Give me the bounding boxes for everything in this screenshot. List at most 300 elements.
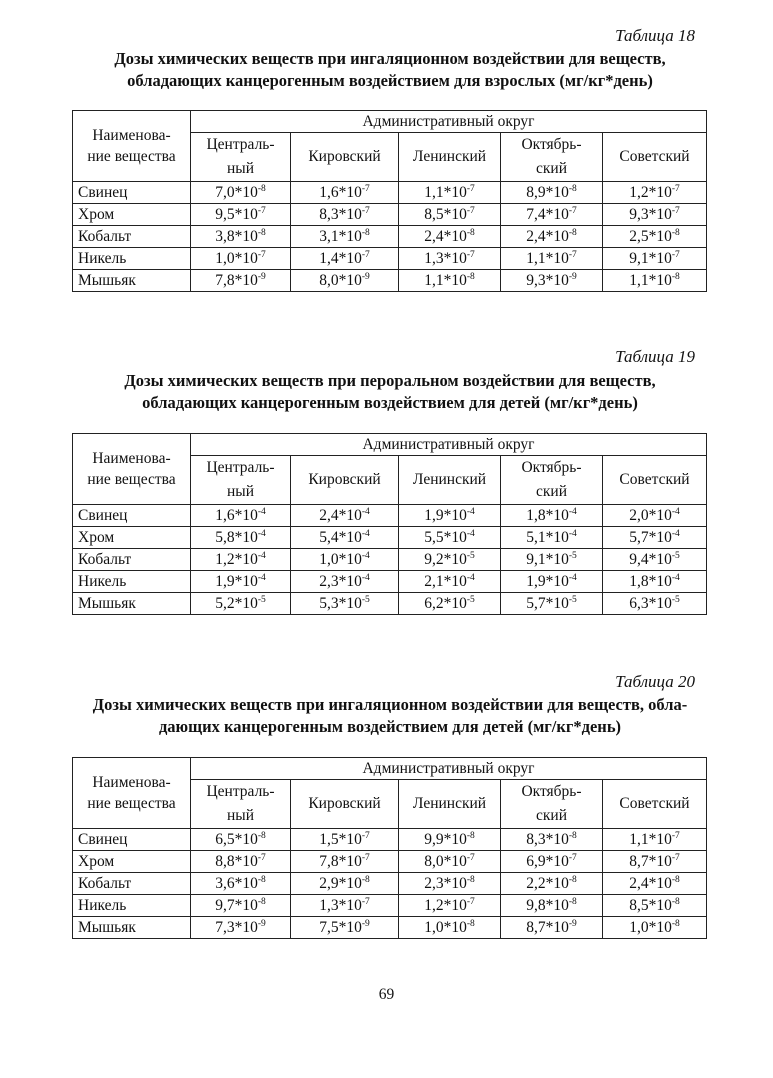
header-line: ский (536, 807, 567, 824)
dose-value (501, 895, 603, 917)
dose-mantissa: 9,2*10 (424, 551, 467, 568)
header-line: Ленинский (412, 795, 487, 812)
dose-value (501, 248, 603, 270)
dose-mantissa: 1,0*10 (629, 919, 672, 936)
district-header (291, 780, 399, 829)
dose-mantissa: 9,1*10 (526, 551, 569, 568)
dose-mantissa: 7,3*10 (215, 919, 258, 936)
dose-value (291, 829, 399, 851)
dose-mantissa: 1,3*10 (319, 897, 362, 914)
district-group-header: Административный округ (191, 758, 707, 780)
dose-exponent: -7 (466, 897, 475, 907)
dose-mantissa: 1,1*10 (526, 250, 569, 267)
dose-mantissa: 8,9*10 (526, 184, 569, 201)
substance-name: Хром (73, 527, 191, 549)
dose-value (603, 829, 707, 851)
dose-exponent: -7 (671, 831, 680, 841)
dose-value (603, 593, 707, 615)
dose-value (191, 270, 291, 292)
dose-value (399, 248, 501, 270)
dose-value (501, 917, 603, 939)
dose-exponent: -7 (466, 206, 475, 216)
table-row (73, 182, 707, 204)
dose-exponent: -7 (466, 184, 475, 194)
dose-exponent: -4 (466, 573, 475, 583)
dose-value (603, 226, 707, 248)
header-line: Ленинский (412, 471, 487, 488)
substance-name: Свинец (73, 505, 191, 527)
dose-exponent: -5 (466, 551, 475, 561)
dose-value (399, 182, 501, 204)
dose-exponent: -7 (257, 250, 266, 260)
dose-value (603, 851, 707, 873)
dose-value (191, 917, 291, 939)
dose-exponent: -8 (671, 897, 680, 907)
dose-exponent: -8 (466, 831, 475, 841)
dose-exponent: -8 (257, 875, 266, 885)
dose-mantissa: 1,4*10 (319, 250, 362, 267)
substance-name: Кобальт (73, 226, 191, 248)
dose-exponent: -7 (257, 853, 266, 863)
header-line: Советский (619, 795, 690, 812)
dose-mantissa: 1,0*10 (215, 250, 258, 267)
header-line: Наименова- (92, 774, 171, 791)
dose-value (291, 270, 399, 292)
header-line: ный (226, 807, 254, 824)
substance-name: Хром (73, 204, 191, 226)
dose-mantissa: 5,2*10 (215, 595, 258, 612)
dose-value (291, 549, 399, 571)
dose-exponent: -4 (671, 529, 680, 539)
district-header (603, 133, 707, 182)
dose-value (291, 895, 399, 917)
substance-name-header (73, 758, 191, 829)
dose-value (603, 182, 707, 204)
dose-exponent: -7 (671, 206, 680, 216)
dose-exponent: -8 (568, 897, 577, 907)
dose-exponent: -8 (568, 184, 577, 194)
dose-value (291, 873, 399, 895)
header-line: ский (536, 483, 567, 500)
dose-exponent: -4 (257, 573, 266, 583)
dose-value (501, 829, 603, 851)
dose-mantissa: 6,5*10 (215, 831, 258, 848)
dose-mantissa: 3,8*10 (215, 228, 258, 245)
dose-exponent: -8 (257, 228, 266, 238)
dose-mantissa: 5,7*10 (526, 595, 569, 612)
dose-exponent: -4 (568, 573, 577, 583)
dose-value (603, 571, 707, 593)
dose-value (291, 248, 399, 270)
dose-mantissa: 1,2*10 (215, 551, 258, 568)
dose-mantissa: 8,0*10 (319, 272, 362, 289)
dose-value (399, 829, 501, 851)
dose-mantissa: 5,3*10 (319, 595, 362, 612)
dose-value (399, 571, 501, 593)
dose-value (291, 182, 399, 204)
dose-exponent: -4 (361, 529, 370, 539)
district-header (291, 133, 399, 182)
dose-value (399, 917, 501, 939)
dose-value (291, 851, 399, 873)
dose-mantissa: 1,0*10 (424, 919, 467, 936)
dose-value (501, 226, 603, 248)
dose-exponent: -5 (361, 595, 370, 605)
dose-exponent: -7 (466, 250, 475, 260)
dose-mantissa: 1,3*10 (424, 250, 467, 267)
district-header (603, 456, 707, 505)
dose-mantissa: 8,7*10 (526, 919, 569, 936)
dose-exponent: -7 (568, 206, 577, 216)
dose-mantissa: 5,1*10 (526, 529, 569, 546)
dose-value (399, 549, 501, 571)
table-row (73, 829, 707, 851)
dose-exponent: -9 (568, 919, 577, 929)
district-group-header: Административный округ (191, 434, 707, 456)
table-row (73, 226, 707, 248)
dose-exponent: -7 (568, 250, 577, 260)
table-caption (60, 694, 720, 738)
dose-mantissa: 9,1*10 (629, 250, 672, 267)
dose-mantissa: 1,1*10 (629, 831, 672, 848)
table-number: Таблица 18 (615, 26, 695, 45)
dose-value (603, 873, 707, 895)
dose-exponent: -5 (568, 595, 577, 605)
dose-mantissa: 1,2*10 (629, 184, 672, 201)
dose-value (291, 226, 399, 248)
dose-exponent: -5 (568, 551, 577, 561)
dose-exponent: -7 (361, 897, 370, 907)
header-line: Кировский (308, 471, 381, 488)
substance-name: Хром (73, 851, 191, 873)
dose-exponent: -8 (466, 272, 475, 282)
dose-value (399, 873, 501, 895)
caption-line: Дозы химических веществ при ингаляционном воздействии для веществ, обла- (92, 695, 688, 714)
dose-mantissa: 5,5*10 (424, 529, 467, 546)
dose-exponent: -9 (361, 272, 370, 282)
dose-value (501, 593, 603, 615)
table-row (73, 270, 707, 292)
header-row (73, 758, 707, 780)
dose-mantissa: 9,3*10 (526, 272, 569, 289)
dose-value (191, 829, 291, 851)
dose-value (399, 527, 501, 549)
substance-name: Свинец (73, 182, 191, 204)
dose-value (191, 505, 291, 527)
dose-value (399, 270, 501, 292)
substance-name: Никель (73, 571, 191, 593)
dose-value (191, 593, 291, 615)
dose-value (291, 917, 399, 939)
dose-table (72, 110, 707, 292)
dose-value (501, 204, 603, 226)
header-line: Наименова- (92, 127, 171, 144)
dose-exponent: -7 (361, 206, 370, 216)
caption-line: дающих канцерогенным воздействием для детей (мг/кг*день) (158, 717, 622, 736)
dose-exponent: -8 (466, 919, 475, 929)
dose-mantissa: 1,1*10 (424, 272, 467, 289)
dose-exponent: -5 (257, 595, 266, 605)
district-header (291, 456, 399, 505)
header-line: ние вещества (87, 148, 176, 165)
dose-mantissa: 9,9*10 (424, 831, 467, 848)
dose-mantissa: 3,6*10 (215, 875, 258, 892)
caption-line: Дозы химических веществ при ингаляционном воздействии для веществ, (114, 49, 666, 68)
dose-mantissa: 7,5*10 (319, 919, 362, 936)
dose-value (191, 873, 291, 895)
dose-exponent: -5 (671, 595, 680, 605)
dose-mantissa: 8,8*10 (215, 853, 258, 870)
district-header (399, 780, 501, 829)
district-header (191, 780, 291, 829)
header-line: Советский (619, 471, 690, 488)
dose-exponent: -7 (361, 184, 370, 194)
dose-mantissa: 2,4*10 (319, 507, 362, 524)
dose-value (603, 505, 707, 527)
dose-mantissa: 1,9*10 (424, 507, 467, 524)
substance-name-header (73, 111, 191, 182)
header-line: Ленинский (412, 148, 487, 165)
dose-value (191, 895, 291, 917)
table-caption (60, 48, 720, 92)
table-row (73, 204, 707, 226)
dose-exponent: -8 (568, 875, 577, 885)
dose-value (399, 895, 501, 917)
dose-mantissa: 1,0*10 (319, 551, 362, 568)
header-line: Наименова- (92, 450, 171, 467)
dose-mantissa: 8,5*10 (424, 206, 467, 223)
dose-value (399, 226, 501, 248)
dose-value (399, 204, 501, 226)
dose-exponent: -4 (466, 507, 475, 517)
dose-exponent: -8 (257, 897, 266, 907)
district-group-header: Административный округ (191, 111, 707, 133)
dose-table (72, 433, 707, 615)
dose-exponent: -8 (671, 919, 680, 929)
dose-exponent: -8 (361, 875, 370, 885)
table-row (73, 248, 707, 270)
dose-exponent: -4 (568, 529, 577, 539)
dose-exponent: -7 (361, 250, 370, 260)
dose-value (191, 527, 291, 549)
dose-mantissa: 1,1*10 (629, 272, 672, 289)
substance-name: Мышьяк (73, 270, 191, 292)
substance-name: Никель (73, 248, 191, 270)
dose-exponent: -7 (671, 184, 680, 194)
substance-name: Мышьяк (73, 593, 191, 615)
table-caption (60, 370, 720, 414)
substance-name: Кобальт (73, 549, 191, 571)
dose-mantissa: 1,6*10 (319, 184, 362, 201)
header-line: Октябрь- (521, 459, 582, 476)
dose-mantissa: 2,4*10 (629, 875, 672, 892)
dose-mantissa: 8,0*10 (424, 853, 467, 870)
dose-table (72, 757, 707, 939)
header-line: ный (226, 483, 254, 500)
dose-value (501, 270, 603, 292)
district-header (399, 456, 501, 505)
dose-value (191, 571, 291, 593)
substance-name: Никель (73, 895, 191, 917)
dose-exponent: -9 (257, 919, 266, 929)
header-line: Советский (619, 148, 690, 165)
header-line: Централь- (206, 459, 275, 476)
dose-mantissa: 1,1*10 (424, 184, 467, 201)
table-row (73, 917, 707, 939)
dose-exponent: -8 (671, 228, 680, 238)
dose-value (603, 248, 707, 270)
table-row (73, 851, 707, 873)
dose-mantissa: 5,7*10 (629, 529, 672, 546)
dose-value (191, 182, 291, 204)
dose-exponent: -7 (361, 831, 370, 841)
header-row (73, 434, 707, 456)
dose-mantissa: 9,3*10 (629, 206, 672, 223)
dose-exponent: -8 (466, 875, 475, 885)
dose-value (191, 248, 291, 270)
dose-value (399, 851, 501, 873)
dose-value (399, 505, 501, 527)
dose-mantissa: 2,9*10 (319, 875, 362, 892)
dose-exponent: -7 (257, 206, 266, 216)
dose-mantissa: 2,2*10 (526, 875, 569, 892)
dose-exponent: -5 (671, 551, 680, 561)
table-row (73, 549, 707, 571)
district-header (603, 780, 707, 829)
dose-mantissa: 2,3*10 (424, 875, 467, 892)
dose-value (501, 571, 603, 593)
dose-exponent: -8 (257, 184, 266, 194)
substance-name: Кобальт (73, 873, 191, 895)
header-line: ние вещества (87, 795, 176, 812)
district-header (191, 133, 291, 182)
table-row (73, 873, 707, 895)
dose-exponent: -8 (361, 228, 370, 238)
dose-exponent: -7 (671, 250, 680, 260)
dose-exponent: -8 (671, 272, 680, 282)
dose-exponent: -7 (671, 853, 680, 863)
dose-mantissa: 9,5*10 (215, 206, 258, 223)
table-row (73, 505, 707, 527)
dose-mantissa: 6,3*10 (629, 595, 672, 612)
substance-name: Мышьяк (73, 917, 191, 939)
district-header (501, 780, 603, 829)
dose-mantissa: 1,5*10 (319, 831, 362, 848)
header-line: ный (226, 160, 254, 177)
dose-mantissa: 7,0*10 (215, 184, 258, 201)
dose-value (501, 505, 603, 527)
header-line: ский (536, 160, 567, 177)
dose-exponent: -9 (568, 272, 577, 282)
dose-exponent: -4 (568, 507, 577, 517)
substance-name-header (73, 434, 191, 505)
dose-mantissa: 6,9*10 (526, 853, 569, 870)
dose-mantissa: 8,3*10 (526, 831, 569, 848)
dose-exponent: -8 (671, 875, 680, 885)
dose-mantissa: 1,9*10 (215, 573, 258, 590)
dose-mantissa: 8,5*10 (629, 897, 672, 914)
substance-name: Свинец (73, 829, 191, 851)
dose-mantissa: 1,2*10 (424, 897, 467, 914)
dose-mantissa: 2,3*10 (319, 573, 362, 590)
caption-line: обладающих канцерогенным воздействием для взрослых (мг/кг*день) (127, 71, 653, 90)
dose-exponent: -4 (361, 507, 370, 517)
district-header (399, 133, 501, 182)
dose-exponent: -8 (257, 831, 266, 841)
dose-mantissa: 2,4*10 (424, 228, 467, 245)
dose-mantissa: 9,7*10 (215, 897, 258, 914)
dose-exponent: -7 (361, 853, 370, 863)
header-row (73, 111, 707, 133)
table-number: Таблица 20 (615, 672, 695, 691)
dose-mantissa: 9,8*10 (526, 897, 569, 914)
table-row (73, 571, 707, 593)
table-row (73, 593, 707, 615)
dose-mantissa: 7,8*10 (215, 272, 258, 289)
dose-mantissa: 2,4*10 (526, 228, 569, 245)
dose-value (191, 226, 291, 248)
dose-value (291, 527, 399, 549)
district-header (501, 133, 603, 182)
table-row (73, 895, 707, 917)
dose-value (291, 505, 399, 527)
dose-value (501, 873, 603, 895)
dose-exponent: -4 (257, 551, 266, 561)
dose-mantissa: 5,8*10 (215, 529, 258, 546)
header-line: Октябрь- (521, 136, 582, 153)
dose-mantissa: 1,6*10 (215, 507, 258, 524)
dose-exponent: -9 (257, 272, 266, 282)
header-line: Централь- (206, 783, 275, 800)
dose-value (501, 182, 603, 204)
dose-exponent: -4 (671, 507, 680, 517)
dose-mantissa: 2,5*10 (629, 228, 672, 245)
dose-value (501, 527, 603, 549)
caption-line: Дозы химических веществ при пероральном воздействии для веществ, (124, 371, 656, 390)
dose-value (501, 549, 603, 571)
dose-value (291, 571, 399, 593)
dose-value (191, 204, 291, 226)
dose-mantissa: 6,2*10 (424, 595, 467, 612)
dose-exponent: -7 (466, 853, 475, 863)
dose-exponent: -5 (466, 595, 475, 605)
table-row (73, 527, 707, 549)
dose-exponent: -8 (568, 228, 577, 238)
dose-value (291, 593, 399, 615)
dose-exponent: -4 (257, 507, 266, 517)
dose-exponent: -9 (361, 919, 370, 929)
dose-exponent: -4 (257, 529, 266, 539)
caption-line: обладающих канцерогенным воздействием для детей (мг/кг*день) (142, 393, 638, 412)
dose-value (501, 851, 603, 873)
dose-value (191, 851, 291, 873)
district-header (191, 456, 291, 505)
dose-value (603, 527, 707, 549)
dose-exponent: -4 (361, 551, 370, 561)
dose-value (603, 549, 707, 571)
page-number: 69 (378, 986, 395, 1003)
dose-exponent: -4 (361, 573, 370, 583)
dose-exponent: -4 (466, 529, 475, 539)
dose-mantissa: 8,3*10 (319, 206, 362, 223)
dose-mantissa: 3,1*10 (319, 228, 362, 245)
dose-mantissa: 7,8*10 (319, 853, 362, 870)
dose-exponent: -8 (466, 228, 475, 238)
header-line: Октябрь- (521, 783, 582, 800)
dose-mantissa: 1,8*10 (629, 573, 672, 590)
dose-mantissa: 1,9*10 (526, 573, 569, 590)
dose-mantissa: 9,4*10 (629, 551, 672, 568)
